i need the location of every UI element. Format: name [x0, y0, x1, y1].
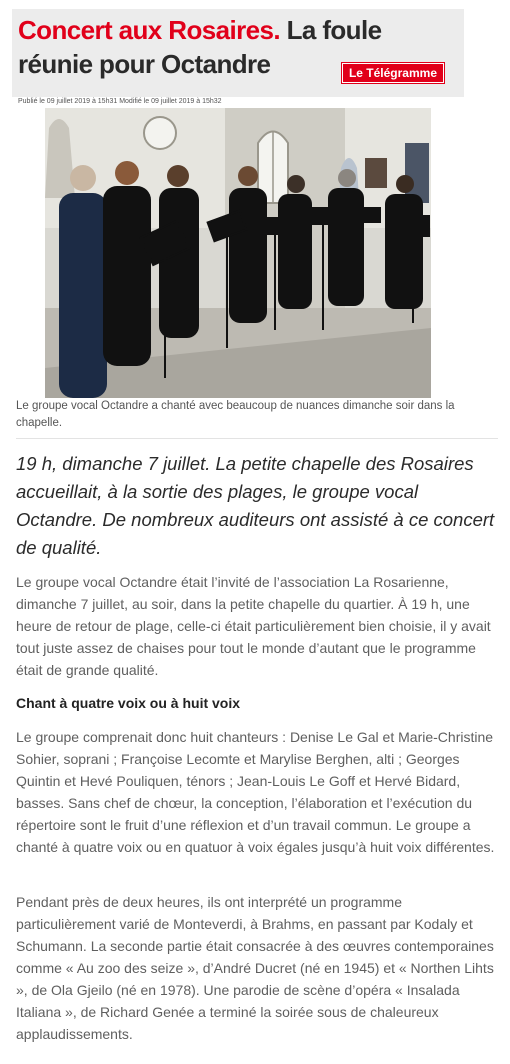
article-photo: [45, 108, 431, 398]
divider: [16, 438, 498, 439]
publish-meta: Publié le 09 juillet 2019 à 15h31 Modifié le 09 juillet 2019 à 15h32: [18, 98, 222, 105]
article-lead: 19 h, dimanche 7 juillet. La petite chapelle des Rosaires accueillait, à la sortie des plages, le groupe vocal Octandre. De nombreux auditeurs ont assisté à ce concert de qualité.: [16, 453, 495, 558]
section-heading: Chant à quatre voix ou à huit voix: [16, 695, 241, 711]
article-header: [12, 9, 464, 97]
paragraph-1: Le groupe vocal Octandre était l’invité de l’association La Rosarienne, dimanche 7 juillet, au soir, dans la petite chapelle du quartier. À 19 h, une heure de retour de plage, celle-ci était particulièrement bien choisie, il y avait tout juste assez de chaises pour tout le monde d’autant que le programme était de grande qualité.: [16, 574, 491, 678]
photo-caption: Le groupe vocal Octandre a chanté avec beaucoup de nuances dimanche soir dans la chapelle.: [16, 400, 455, 429]
brand-logo[interactable]: Le Télégramme: [342, 63, 444, 83]
paragraph-2: Le groupe comprenait donc huit chanteurs : Denise Le Gal et Marie-Christine Sohier, soprani ; Françoise Lecomte et Marylise Berghen, alti ; Georges Quintin et Hevé Pouliquen, ténors ; Jean-Louis Le Goff et Hervé Bidard, basses. Sans chef de chœur, la conception, l’élaboration et l’exécution du répertoire sont le fruit d’une réflexion et d’un travail commun. Le groupe a chanté à quatre voix ou en quatuor à voix égales jusqu’à huit voix différentes.: [16, 729, 495, 855]
choir-photo-illustration: [45, 108, 431, 398]
headline-lead: Concert aux Rosaires.: [18, 15, 280, 45]
headline-rest: La foule réunie pour Octandre: [18, 15, 382, 79]
paragraph-3: Pendant près de deux heures, ils ont interprété un programme particulièrement varié de Monteverdi, à Brahms, en passant par Kodaly et Schumann. La seconde partie était consacrée à des œuvres contemporaines comme « Au zoo des seize », d’André Ducret (né en 1945) et « Northen Lihts », de Ola Gjeilo (né en 1978). Une parodie de scène d’opéra « Insalada Italiana », de Richard Genée a terminé la soirée sous de chaleureux applaudissements.: [16, 894, 494, 1042]
